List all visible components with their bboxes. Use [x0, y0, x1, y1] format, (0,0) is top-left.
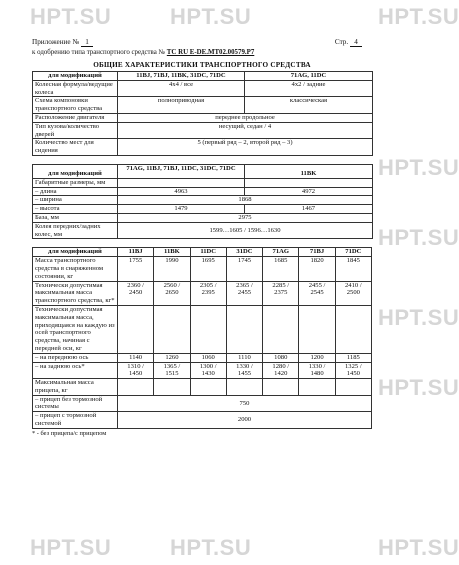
- page-number: 4: [350, 38, 362, 47]
- table-cell: 2360 / 2450: [118, 281, 154, 305]
- row-label: – ширина: [33, 196, 118, 205]
- dimensions-table: [32, 164, 373, 239]
- row-label: – на переднюю ось: [33, 353, 118, 362]
- table-cell: 1325 / 1450: [335, 362, 371, 379]
- watermark: HPT.SU: [378, 305, 459, 330]
- table-row: [33, 281, 372, 305]
- table-header-cell: 71BJ: [299, 248, 335, 257]
- table-cell: 1868: [118, 196, 373, 205]
- table-cell: 1685: [263, 257, 299, 281]
- table-row: [33, 187, 373, 196]
- row-label: Масса транспортного средства в снаряженном состоянии, кг: [33, 257, 118, 281]
- table-header-cell: 71DC: [335, 248, 371, 257]
- table-cell: переднее продольное: [118, 113, 373, 122]
- table-row: [33, 122, 373, 139]
- table-cell: 1845: [335, 257, 371, 281]
- table-cell: 1260: [154, 353, 190, 362]
- row-label: – высота: [33, 205, 118, 214]
- table-cell: 2560 / 2650: [154, 281, 190, 305]
- table-row: [33, 305, 372, 353]
- table-cell: 2975: [118, 213, 373, 222]
- table-cell: 4x2 / задние: [245, 80, 373, 97]
- table-cell: 1200: [299, 353, 335, 362]
- table-row: [33, 395, 372, 412]
- table-cell: 1990: [154, 257, 190, 281]
- table-header-cell: 71AG: [263, 248, 299, 257]
- watermark: HPT.SU: [170, 535, 252, 560]
- page-title: ОБЩИЕ ХАРАКТЕРИСТИКИ ТРАНСПОРТНОГО СРЕДСТВА: [93, 61, 311, 69]
- table-cell: 4x4 / все: [118, 80, 245, 97]
- table-header-row: [33, 164, 373, 178]
- table-header-cell: 11BJ, 71BJ, 11BK, 31DC, 71DC: [118, 72, 245, 81]
- table-header-cell: 71AG, 11DC: [245, 72, 373, 81]
- table-row: [33, 113, 373, 122]
- watermark: HPT.SU: [30, 4, 112, 29]
- approval-text: к одобрению типа транспортного средства №: [32, 49, 166, 56]
- row-label: Габаритные размеры, мм: [33, 178, 118, 187]
- table-cell: 1599…1605 / 1596…1630: [118, 222, 373, 239]
- table-header-cell: для модификаций: [33, 72, 118, 81]
- table-row: [33, 80, 373, 97]
- approval-number: TC RU E-DE.MT02.00579.P7: [166, 49, 255, 56]
- table-row: [33, 178, 373, 187]
- table-cell: 1330 / 1455: [226, 362, 262, 379]
- table-cell: 1330 / 1480: [299, 362, 335, 379]
- table-row: [33, 362, 372, 379]
- header-line: [32, 38, 372, 49]
- row-label: Тип кузова/количество дверей: [33, 122, 118, 139]
- appendix-number: 1: [81, 38, 93, 47]
- table-header-row: [33, 72, 373, 81]
- table-cell: классическая: [245, 97, 373, 114]
- row-label: – прицеп с тормозной системой: [33, 412, 118, 429]
- table-cell: 1745: [226, 257, 262, 281]
- row-label: Колесная формула/ведущие колеса: [33, 80, 118, 97]
- page-indicator: [335, 38, 362, 47]
- watermark: HPT.SU: [378, 225, 459, 250]
- row-label: – длина: [33, 187, 118, 196]
- table-cell: 1365 / 1515: [154, 362, 190, 379]
- table-cell: 1110: [226, 353, 262, 362]
- table-cell: 2365 / 2455: [226, 281, 262, 305]
- row-label: Количество мест для сидения: [33, 139, 118, 156]
- table-cell: 1185: [335, 353, 371, 362]
- table-cell: 1467: [245, 205, 373, 214]
- general-table: [32, 71, 373, 156]
- table-header-cell: 11BK: [154, 248, 190, 257]
- table-cell: 1280 / 1420: [263, 362, 299, 379]
- mass-table: [32, 247, 372, 429]
- watermark: HPT.SU: [378, 4, 459, 29]
- watermark: HPT.SU: [378, 375, 459, 400]
- table-row: [33, 205, 373, 214]
- table-row: [33, 353, 372, 362]
- table-cell: 1695: [190, 257, 226, 281]
- table-header-cell: 11BJ: [118, 248, 154, 257]
- table-row: [33, 257, 372, 281]
- watermark: HPT.SU: [30, 535, 112, 560]
- row-label: Схема компоновки транспортного средства: [33, 97, 118, 114]
- table-cell: 5 (первый ряд – 2, второй ряд – 3): [118, 139, 373, 156]
- appendix-label: Приложение №: [32, 38, 80, 46]
- table-cell: 1300 / 1430: [190, 362, 226, 379]
- table-cell: 1479: [118, 205, 245, 214]
- table-header-cell: 11DC: [190, 248, 226, 257]
- page-label: Стр.: [334, 38, 349, 46]
- row-label: Колея передних/задних колес, мм: [33, 222, 118, 239]
- table-header-cell: 31DC: [226, 248, 262, 257]
- row-label: Максимальная масса прицепа, кг: [33, 379, 118, 396]
- table-header-cell: 71AG, 11BJ, 71BJ, 11DC, 31DC, 71DC: [118, 164, 245, 178]
- table-cell: 2410 / 2500: [335, 281, 371, 305]
- watermark: HPT.SU: [378, 535, 459, 560]
- watermark: HPT.SU: [170, 4, 252, 29]
- table-cell: 750: [118, 395, 372, 412]
- table-row: [33, 97, 373, 114]
- table-cell: 2000: [118, 412, 372, 429]
- row-label: – на заднюю ось*: [33, 362, 118, 379]
- footnote: * - без прицепа/с прицепом: [32, 429, 107, 437]
- row-label: Технически допустимая максимальная масса транспортного средства, кг*: [33, 281, 118, 305]
- table-cell: 1310 / 1450: [118, 362, 154, 379]
- table-cell: 2455 / 2545: [299, 281, 335, 305]
- table-cell: 2285 / 2375: [263, 281, 299, 305]
- document: [32, 38, 372, 437]
- row-label: Технически допустимая максимальная масса, приходящаяся на каждую из осей транспортного средства, начиная с передней оси, кг: [33, 305, 118, 353]
- table-cell: полноприводная: [118, 97, 245, 114]
- row-label: Расположение двигателя: [33, 113, 118, 122]
- table-header-cell: для модификаций: [33, 248, 118, 257]
- table-header-row: [33, 248, 372, 257]
- table-row: [33, 196, 373, 205]
- table-header-cell: для модификаций: [33, 164, 118, 178]
- table-row: [33, 412, 372, 429]
- row-label: – прицеп без тормозной системы: [33, 395, 118, 412]
- watermark: HPT.SU: [378, 155, 459, 180]
- approval-line: [32, 49, 372, 59]
- table-cell: 1060: [190, 353, 226, 362]
- table-cell: 2305 / 2395: [190, 281, 226, 305]
- table-row: [33, 213, 373, 222]
- table-cell: 4963: [118, 187, 245, 196]
- table-cell: 1080: [263, 353, 299, 362]
- table-row: [33, 139, 373, 156]
- table-header-cell: 11BK: [245, 164, 373, 178]
- table-cell: 1820: [299, 257, 335, 281]
- table-cell: несущий, седан / 4: [118, 122, 373, 139]
- table-row: [33, 379, 372, 396]
- table-cell: 4972: [245, 187, 373, 196]
- table-cell: 1755: [118, 257, 154, 281]
- table-row: [33, 222, 373, 239]
- row-label: База, мм: [33, 213, 118, 222]
- table-cell: 1140: [118, 353, 154, 362]
